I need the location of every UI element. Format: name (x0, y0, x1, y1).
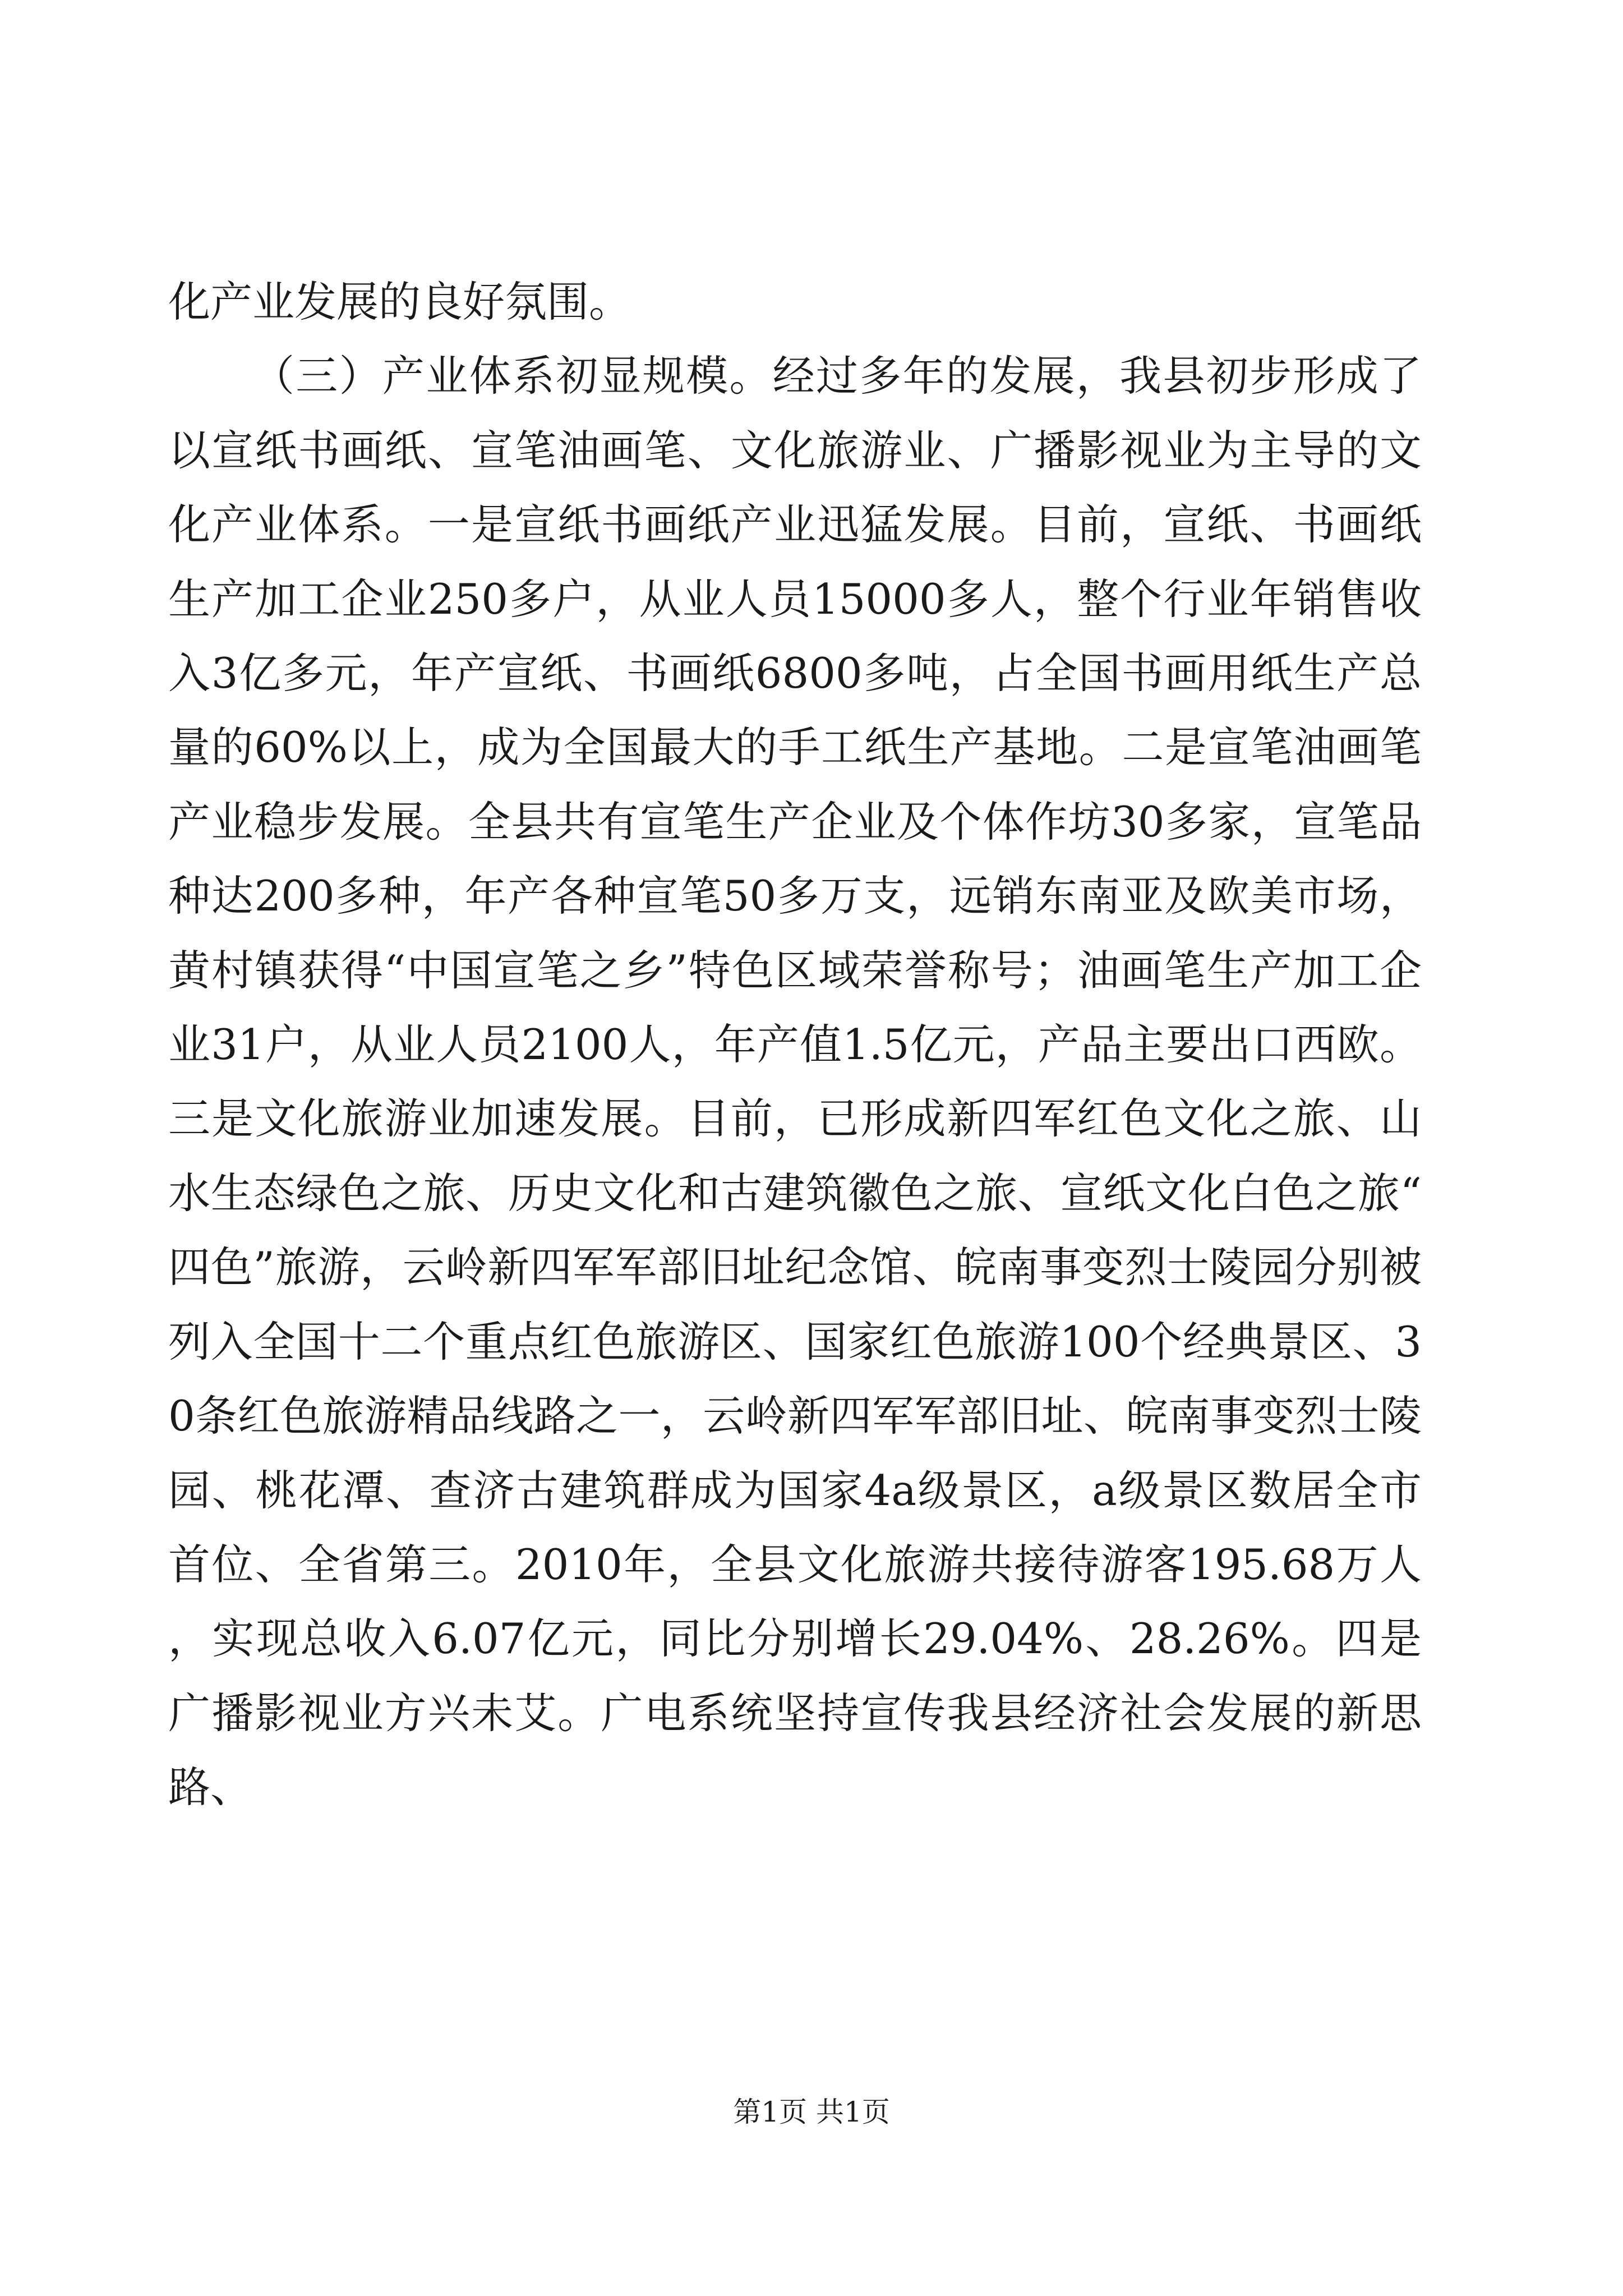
paragraph-continuation: 化产业发展的良好氛围。 (168, 277, 631, 326)
document-body (168, 265, 1422, 1825)
paragraph-industry-system: （三）产业体系初显规模。经过多年的发展，我县初步形成了以宣纸书画纸、宣笔油画笔、文化旅游业、广播影视业为主导的文化产业体系。一是宣纸书画纸产业迅猛发展。目前，宣纸、书画纸生产加工企业250多户，从业人员15000多人，整个行业年销售收入3亿多元，年产宣纸、书画纸6800多吨，占全国书画用纸生产总量的60%以上，成为全国最大的手工纸生产基地。二是宣笔油画笔产业稳步发展。全县共有宣笔生产企业及个体作坊30多家，宣笔品种达200多种，年产各种宣笔50多万支，远销东南亚及欧美市场，黄村镇获得“中国宣笔之乡”特色区域荣誉称号；油画笔生产加工企业31户，从业人员2100人，年产值1.5亿元，产品主要出口西欧。三是文化旅游业加速发展。目前，已形成新四军红色文化之旅、山水生态绿色之旅、历史文化和古建筑徽色之旅、宣纸文化白色之旅“四色”旅游，云岭新四军军部旧址纪念馆、皖南事变烈士陵园分别被列入全国十二个重点红色旅游区、国家红色旅游100个经典景区、30条红色旅游精品线路之一，云岭新四军军部旧址、皖南事变烈士陵园、桃花潭、查济古建筑群成为国家4a级景区，a级景区数居全市首位、全省第三。2010年，全县文化旅游共接待游客195.68万人，实现总收入6.07亿元，同比分别增长29.04%、28.26%。四是广播影视业方兴未艾。广电系统坚持宣传我县经济社会发展的新思路、 (168, 351, 1422, 1812)
page-footer: 第1页 共1页 (733, 2096, 890, 2128)
